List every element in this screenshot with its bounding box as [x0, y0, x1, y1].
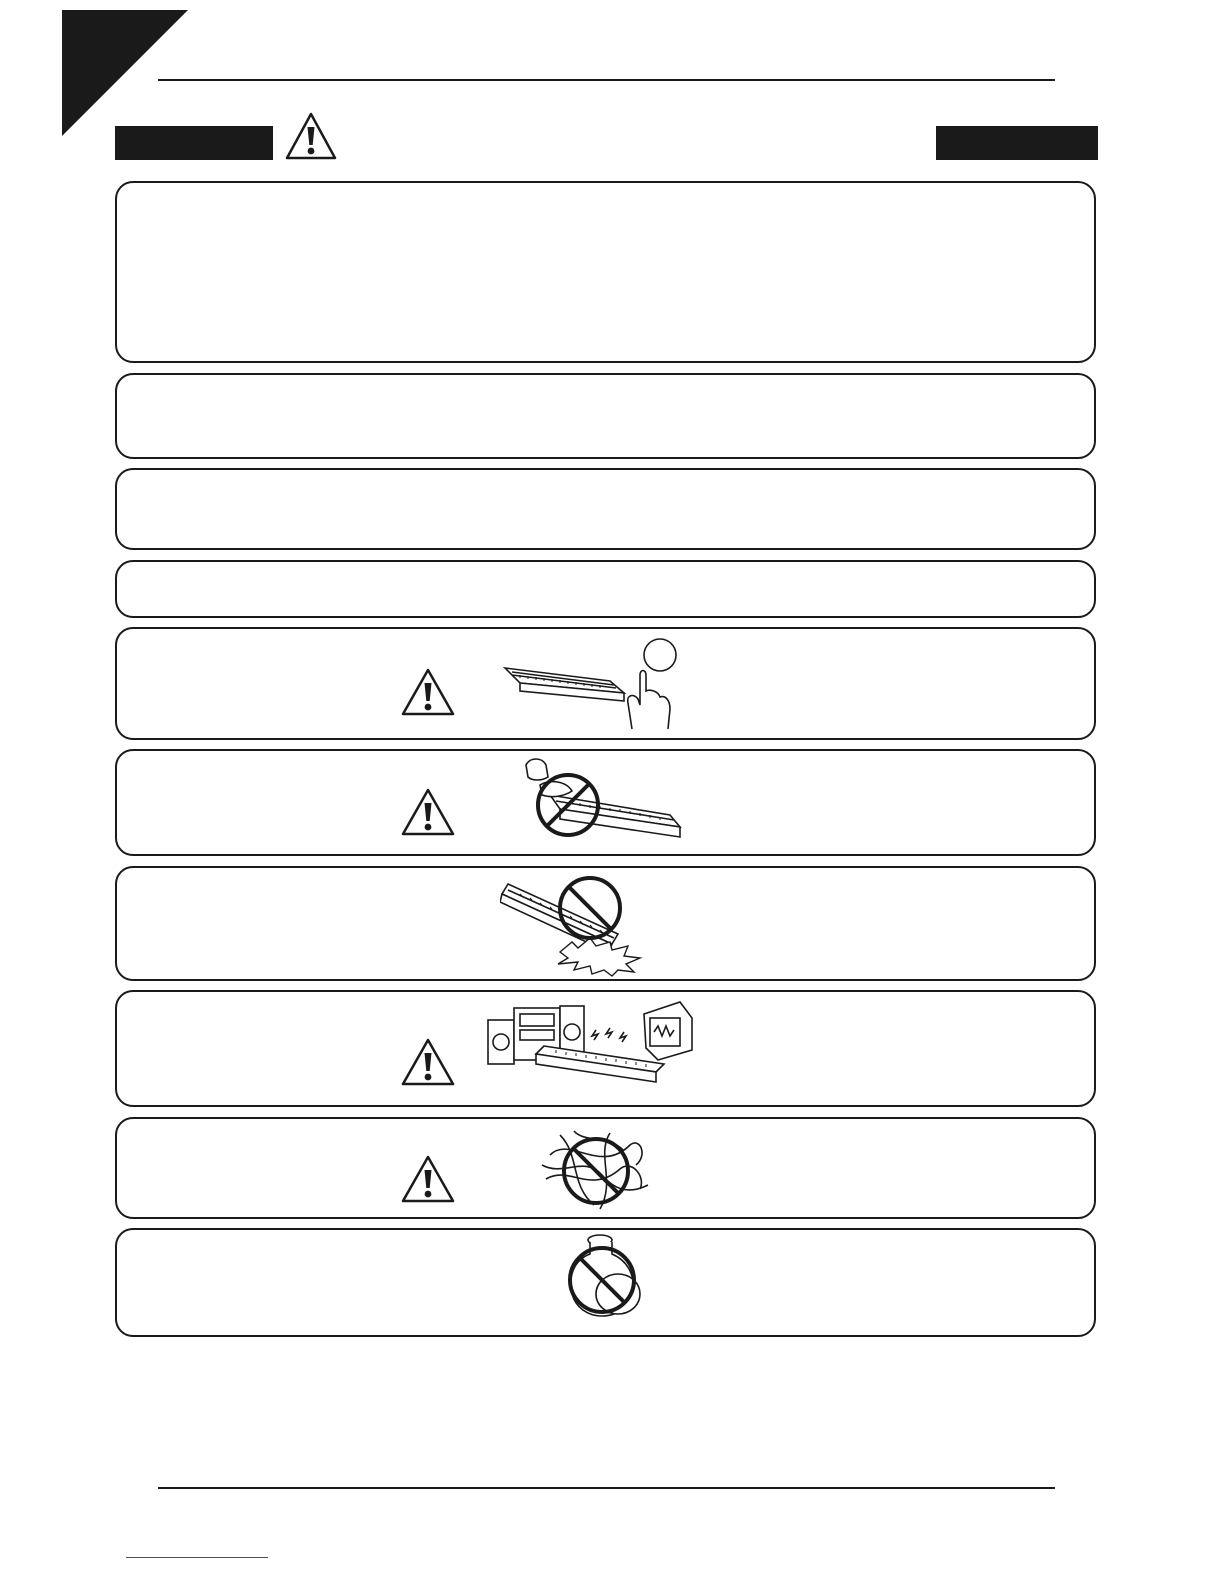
warning-icon	[400, 667, 456, 717]
piano-hand-illustration-icon	[500, 633, 690, 733]
footer-rule	[158, 1487, 1055, 1489]
warning-icon	[400, 1154, 456, 1204]
header-label-left	[115, 126, 273, 160]
prohibited-wet-hands-illustration-icon	[520, 755, 695, 850]
panel-notice-3	[115, 468, 1096, 550]
warning-icon	[284, 111, 338, 161]
warning-icon	[400, 1037, 456, 1087]
prohibited-vase-illustration-icon	[560, 1232, 644, 1322]
corner-triangle-icon	[62, 10, 188, 136]
footer-link-underline	[126, 1557, 268, 1558]
panel-intro	[115, 181, 1096, 363]
prohibited-tangled-cords-illustration-icon	[540, 1125, 652, 1215]
panel-notice-2	[115, 373, 1096, 459]
prohibited-drop-illustration-icon	[500, 872, 670, 977]
warning-icon	[400, 787, 456, 837]
header-label-right	[936, 126, 1098, 160]
header-rule	[158, 79, 1055, 81]
panel-notice-4	[115, 560, 1096, 618]
audio-tv-interference-illustration-icon	[486, 998, 698, 1098]
